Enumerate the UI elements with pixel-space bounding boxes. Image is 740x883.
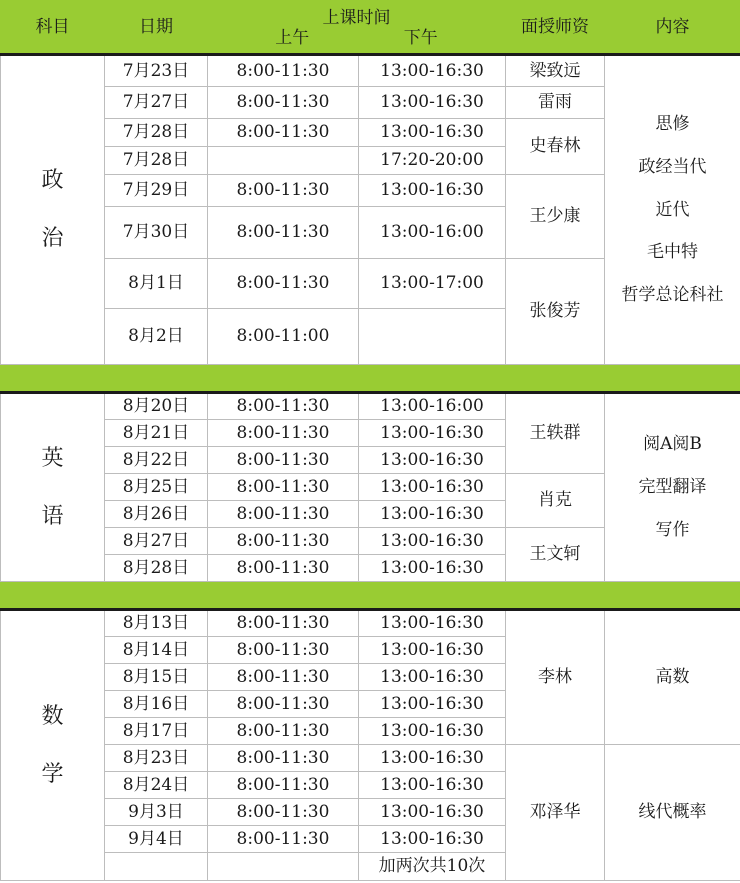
header-teacher: 面授师资 xyxy=(506,1,605,55)
date-cell: 8月14日 xyxy=(105,637,208,664)
content-math-calculus: 高数 xyxy=(605,610,740,745)
date-cell: 7月30日 xyxy=(105,207,208,259)
am-cell: 8:00-11:30 xyxy=(208,119,359,147)
am-cell: 8:00-11:30 xyxy=(208,528,359,555)
pm-cell: 13:00-16:30 xyxy=(359,55,506,87)
teacher-cell: 王轶群 xyxy=(506,393,605,474)
am-cell: 8:00-11:30 xyxy=(208,610,359,637)
pm-cell: 13:00-16:30 xyxy=(359,799,506,826)
pm-cell: 13:00-16:30 xyxy=(359,691,506,718)
pm-cell: 13:00-17:00 xyxy=(359,259,506,309)
am-cell: 8:00-11:00 xyxy=(208,309,359,365)
am-cell: 8:00-11:30 xyxy=(208,826,359,853)
date-cell: 9月4日 xyxy=(105,826,208,853)
teacher-cell: 史春林 xyxy=(506,119,605,175)
date-cell: 8月24日 xyxy=(105,772,208,799)
pm-cell: 13:00-16:30 xyxy=(359,826,506,853)
date-cell: 8月2日 xyxy=(105,309,208,365)
pm-cell: 13:00-16:30 xyxy=(359,119,506,147)
date-cell: 8月25日 xyxy=(105,474,208,501)
am-cell: 8:00-11:30 xyxy=(208,555,359,582)
pm-cell: 13:00-16:30 xyxy=(359,528,506,555)
pm-note-cell: 加两次共10次 xyxy=(359,853,506,881)
date-cell: 7月29日 xyxy=(105,175,208,207)
am-cell: 8:00-11:30 xyxy=(208,393,359,420)
pm-cell: 13:00-16:30 xyxy=(359,772,506,799)
date-cell: 8月22日 xyxy=(105,447,208,474)
am-cell: 8:00-11:30 xyxy=(208,259,359,309)
teacher-cell: 王文轲 xyxy=(506,528,605,582)
section-separator xyxy=(1,582,740,610)
pm-cell: 13:00-16:30 xyxy=(359,718,506,745)
header-afternoon: 下午 xyxy=(403,28,438,48)
table-row xyxy=(1,55,740,87)
am-cell: 8:00-11:30 xyxy=(208,772,359,799)
date-cell: 7月28日 xyxy=(105,147,208,175)
pm-cell: 17:20-20:00 xyxy=(359,147,506,175)
date-cell: 8月1日 xyxy=(105,259,208,309)
date-cell: 8月16日 xyxy=(105,691,208,718)
pm-cell: 13:00-16:30 xyxy=(359,745,506,772)
teacher-cell: 梁致远 xyxy=(506,55,605,87)
table-row xyxy=(1,393,740,420)
date-cell: 9月3日 xyxy=(105,799,208,826)
content-english: 阅A阅B 完型翻译 写作 xyxy=(605,393,740,582)
pm-cell: 13:00-16:30 xyxy=(359,610,506,637)
header-time xyxy=(208,1,506,55)
am-cell xyxy=(208,853,359,881)
pm-cell: 13:00-16:30 xyxy=(359,474,506,501)
date-cell: 7月23日 xyxy=(105,55,208,87)
am-cell: 8:00-11:30 xyxy=(208,718,359,745)
date-cell: 7月28日 xyxy=(105,119,208,147)
date-cell: 8月26日 xyxy=(105,501,208,528)
content-math-linear: 线代概率 xyxy=(605,745,740,881)
header-subject: 科目 xyxy=(1,1,105,55)
am-cell: 8:00-11:30 xyxy=(208,175,359,207)
teacher-cell: 肖克 xyxy=(506,474,605,528)
date-cell: 8月20日 xyxy=(105,393,208,420)
teacher-cell: 王少康 xyxy=(506,175,605,259)
pm-cell: 13:00-16:30 xyxy=(359,87,506,119)
pm-cell: 13:00-16:30 xyxy=(359,420,506,447)
date-cell xyxy=(105,853,208,881)
pm-cell: 13:00-16:30 xyxy=(359,664,506,691)
am-cell: 8:00-11:30 xyxy=(208,745,359,772)
am-cell: 8:00-11:30 xyxy=(208,55,359,87)
am-cell: 8:00-11:30 xyxy=(208,637,359,664)
header-morning: 上午 xyxy=(275,28,310,48)
date-cell: 8月13日 xyxy=(105,610,208,637)
am-cell: 8:00-11:30 xyxy=(208,501,359,528)
am-cell: 8:00-11:30 xyxy=(208,447,359,474)
teacher-cell: 李林 xyxy=(506,610,605,745)
header-row xyxy=(1,1,740,55)
am-cell: 8:00-11:30 xyxy=(208,664,359,691)
teacher-cell: 张俊芳 xyxy=(506,259,605,365)
header-date: 日期 xyxy=(105,1,208,55)
pm-cell: 13:00-16:00 xyxy=(359,393,506,420)
pm-cell: 13:00-16:30 xyxy=(359,637,506,664)
subject-english: 英 语 xyxy=(1,393,105,582)
am-cell xyxy=(208,147,359,175)
date-cell: 8月21日 xyxy=(105,420,208,447)
am-cell: 8:00-11:30 xyxy=(208,474,359,501)
header-content: 内容 xyxy=(605,1,740,55)
date-cell: 8月15日 xyxy=(105,664,208,691)
subject-math: 数 学 xyxy=(1,610,105,881)
teacher-cell: 雷雨 xyxy=(506,87,605,119)
pm-cell: 13:00-16:00 xyxy=(359,207,506,259)
pm-cell: 13:00-16:30 xyxy=(359,175,506,207)
am-cell: 8:00-11:30 xyxy=(208,207,359,259)
date-cell: 8月23日 xyxy=(105,745,208,772)
teacher-cell: 邓泽华 xyxy=(506,745,605,881)
am-cell: 8:00-11:30 xyxy=(208,799,359,826)
pm-cell xyxy=(359,309,506,365)
am-cell: 8:00-11:30 xyxy=(208,691,359,718)
section-separator xyxy=(1,365,740,393)
date-cell: 8月28日 xyxy=(105,555,208,582)
subject-politics: 政 治 xyxy=(1,55,105,365)
date-cell: 7月27日 xyxy=(105,87,208,119)
pm-cell: 13:00-16:30 xyxy=(359,501,506,528)
am-cell: 8:00-11:30 xyxy=(208,420,359,447)
content-politics: 思修 政经当代 近代 毛中特 哲学总论科社 xyxy=(605,55,740,365)
header-time-label: 上课时间 xyxy=(322,7,391,28)
date-cell: 8月17日 xyxy=(105,718,208,745)
table-row xyxy=(1,745,740,772)
pm-cell: 13:00-16:30 xyxy=(359,555,506,582)
am-cell: 8:00-11:30 xyxy=(208,87,359,119)
date-cell: 8月27日 xyxy=(105,528,208,555)
table-row xyxy=(1,610,740,637)
pm-cell: 13:00-16:30 xyxy=(359,447,506,474)
